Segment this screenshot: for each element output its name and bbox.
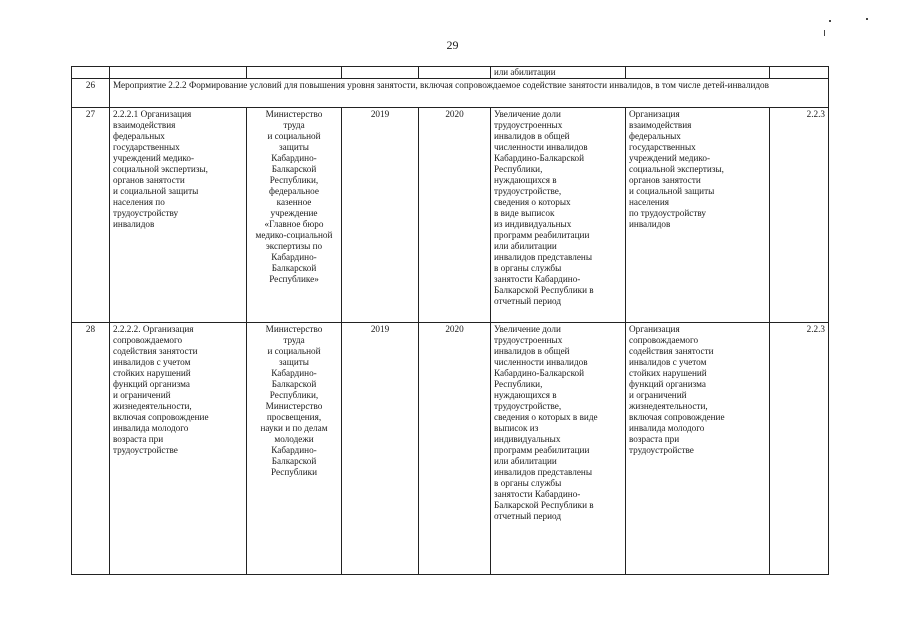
consequence: Организация взаимодействия федеральных государственных учреждений медико- социальной экспертизы, органов занятости и социальной защиты населения по трудоустройству инвалидов: [626, 108, 770, 323]
start-year: 2019: [342, 108, 419, 323]
scan-mark: [824, 30, 825, 36]
executor: Министерство труда и социальной защиты Кабардино- Балкарской Республики, федеральное казенное учреждение «Главное бюро медико-социальной экспертизы по Кабардино- Балкарской Республике»: [247, 108, 342, 323]
table-cell: [626, 67, 770, 79]
result-cell: или абилитации: [491, 67, 626, 79]
scan-mark: [829, 20, 831, 22]
table-cell: [247, 67, 342, 79]
continuation-row: [72, 67, 829, 79]
start-year: 2019: [342, 323, 419, 575]
row-number: 26: [72, 79, 110, 108]
table-row: [72, 323, 829, 575]
table-cell: [72, 67, 110, 79]
table-row: [72, 108, 829, 323]
end-year: 2020: [419, 108, 491, 323]
measure-name: 2.2.2.1 Организация взаимодействия федеральных государственных учреждений медико- социальной экспертизы, органов занятости и социальной защиты населения по трудоустройству инвалидов: [110, 108, 247, 323]
page-number: 29: [446, 38, 459, 52]
expected-result: Увеличение доли трудоустроенных инвалидов в общей численности инвалидов Кабардино-Балкарской Республики, нуждающихся в трудоустройстве, сведения о которых в виде выписок из индивидуальных программ реабилитации или абилитации инвалидов представлены в органы службы занятости Кабардино- Балкарской Республики в отчетный период: [491, 108, 626, 323]
end-year: 2020: [419, 323, 491, 575]
table-cell: [419, 67, 491, 79]
row-number: 27: [72, 108, 110, 323]
table-cell: [770, 67, 829, 79]
expected-result: Увеличение доли трудоустроенных инвалидов в общей численности инвалидов Кабардино-Балкарской Республики, нуждающихся в трудоустройстве, сведения о которых в виде выписок из индивидуальных программ реабилитации или абилитации инвалидов представлены в органы службы занятости Кабардино- Балкарской Республики в отчетный период: [491, 323, 626, 575]
indicator-link: 2.2.3: [770, 323, 829, 575]
table-cell: [342, 67, 419, 79]
executor: Министерство труда и социальной защиты Кабардино- Балкарской Республики, Министерство просвещения, науки и по делам молодежи Кабардино- Балкарской Республики: [247, 323, 342, 575]
row-number: 28: [72, 323, 110, 575]
indicator-link: 2.2.3: [770, 108, 829, 323]
measure-name: 2.2.2.2. Организация сопровождаемого содействия занятости инвалидов с учетом стойких нарушений функций организма и ограничений жизнедеятельности, включая сопровождение инвалида молодого возраста при трудоустройстве: [110, 323, 247, 575]
measures-table: [71, 66, 829, 575]
scan-mark: [866, 18, 868, 20]
consequence: Организация сопровождаемого содействия занятости инвалидов с учетом стойких нарушений функций организма и ограничений жизнедеятельности, включая сопровождение инвалида молодого возраста при трудоустройстве: [626, 323, 770, 575]
table-cell: [110, 67, 247, 79]
section-row: [72, 79, 829, 108]
section-title: Мероприятие 2.2.2 Формирование условий для повышения уровня занятости, включая сопровождаемое содействие занятости инвалидов, в том числе детей-инвалидов: [110, 79, 829, 108]
